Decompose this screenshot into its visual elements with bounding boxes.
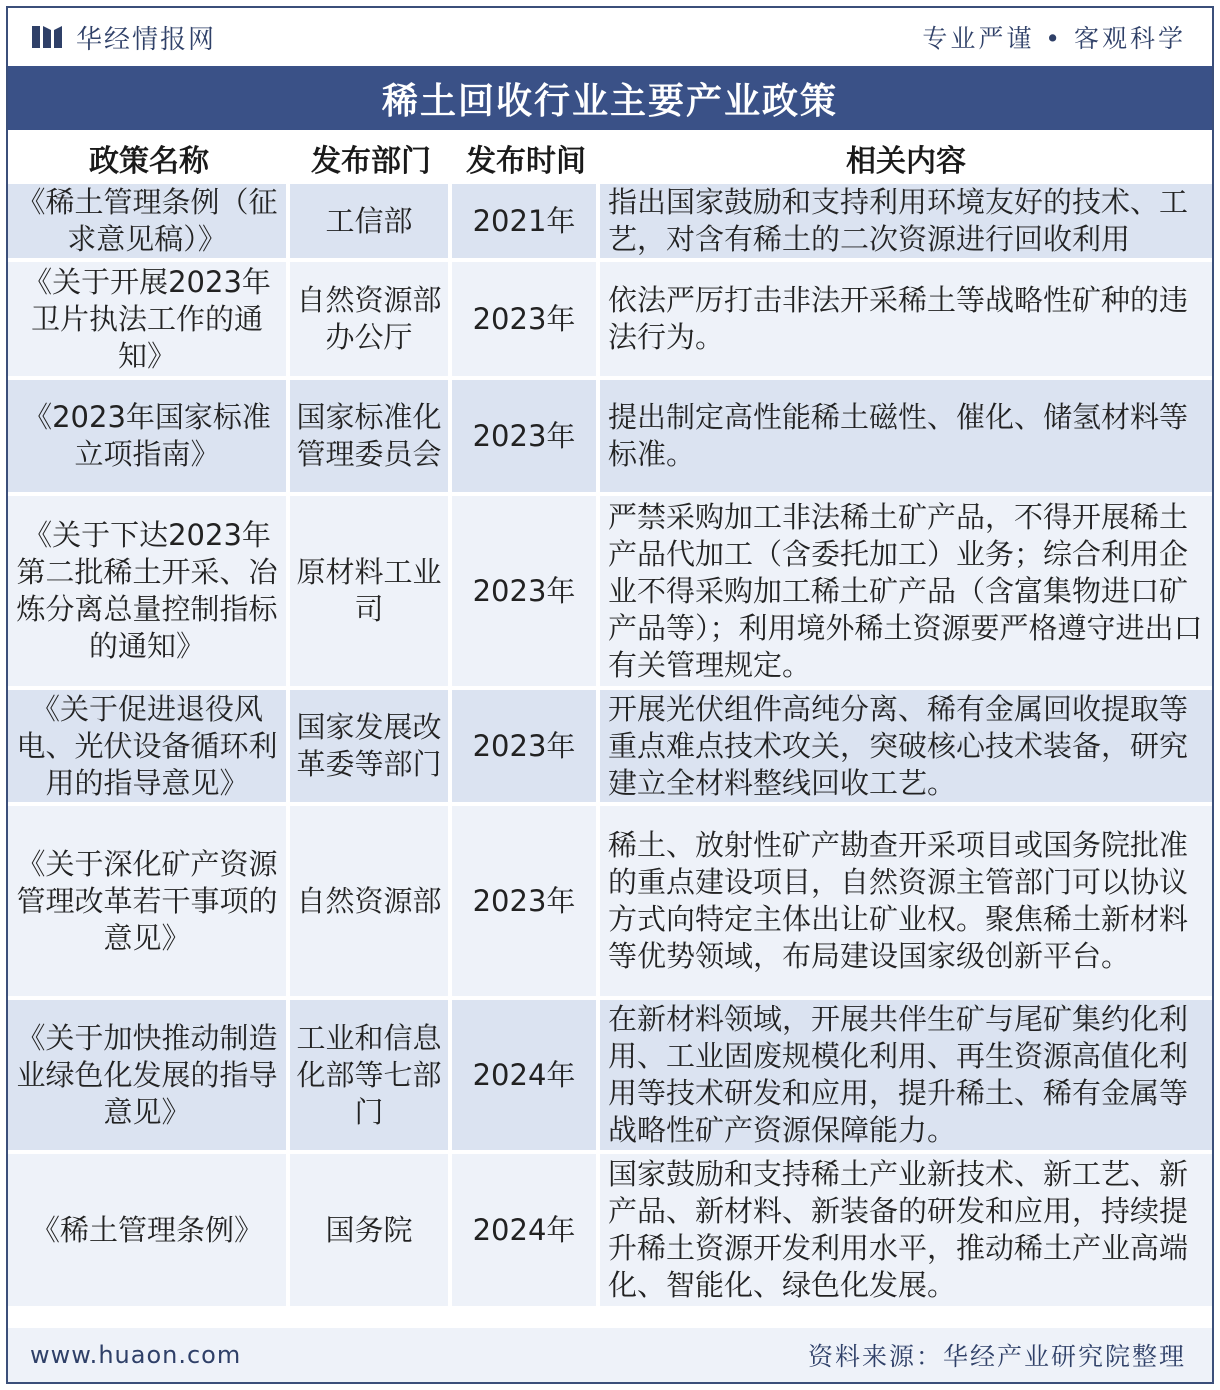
policy-dept: 原材料工业司 <box>290 496 452 690</box>
policy-name: 《关于下达2023年第二批稀土开采、冶炼分离总量控制指标的通知》 <box>8 496 290 690</box>
policy-dept: 国家标准化管理委员会 <box>290 380 452 496</box>
policy-content: 提出制定高性能稀土磁性、催化、储氢材料等标准。 <box>600 380 1212 496</box>
slogan: 专业严谨 • 客观科学 <box>922 24 1186 53</box>
data-source: 资料来源：华经产业研究院整理 <box>807 1342 1186 1371</box>
column-header-time: 发布时间 <box>452 132 600 184</box>
policy-dept: 工信部 <box>290 184 452 262</box>
table-row <box>8 806 1212 1000</box>
policy-content: 指出国家鼓励和支持利用环境友好的技术、工艺，对含有稀土的二次资源进行回收利用 <box>600 184 1212 262</box>
table-row <box>8 380 1212 496</box>
policy-time: 2024年 <box>452 1000 600 1154</box>
policy-name: 《关于开展2023年卫片执法工作的通知》 <box>8 262 290 380</box>
policy-dept: 工业和信息化部等七部门 <box>290 1000 452 1154</box>
policy-dept: 自然资源部办公厅 <box>290 262 452 380</box>
policy-content: 依法严厉打击非法开采稀土等战略性矿种的违法行为。 <box>600 262 1212 380</box>
policy-time: 2024年 <box>452 1154 600 1310</box>
policy-time: 2023年 <box>452 496 600 690</box>
table-row <box>8 1154 1212 1310</box>
policy-time: 2023年 <box>452 262 600 380</box>
header <box>8 8 1212 66</box>
column-header-content: 相关内容 <box>600 132 1212 184</box>
policy-content: 在新材料领域，开展共伴生矿与尾矿集约化利用、工业固废规模化利用、再生资源高值化利用等技术研发和应用，提升稀土、稀有金属等战略性矿产资源保障能力。 <box>600 1000 1212 1154</box>
policy-name: 《关于促进退役风电、光伏设备循环利用的指导意见》 <box>8 690 290 806</box>
table-row <box>8 496 1212 690</box>
policy-time: 2021年 <box>452 184 600 262</box>
policy-time: 2023年 <box>452 690 600 806</box>
policy-table <box>8 132 1212 1310</box>
policy-content: 稀土、放射性矿产勘查开采项目或国务院批准的重点建设项目，自然资源主管部门可以协议方式向特定主体出让矿业权。聚焦稀土新材料等优势领域，布局建设国家级创新平台。 <box>600 806 1212 1000</box>
table-title: 稀土回收行业主要产业政策 <box>8 66 1212 130</box>
policy-name: 《稀土管理条例》 <box>8 1154 290 1310</box>
policy-name: 《稀土管理条例（征求意见稿）》 <box>8 184 290 262</box>
table-row <box>8 262 1212 380</box>
policy-dept: 国务院 <box>290 1154 452 1310</box>
brand <box>8 19 216 56</box>
policy-content: 严禁采购加工非法稀土矿产品，不得开展稀土产品代加工（含委托加工）业务；综合利用企业不得采购加工稀土矿产品（含富集物进口矿产品等）；利用境外稀土资源要严格遵守进出口有关管理规定。 <box>600 496 1212 690</box>
table-row <box>8 690 1212 806</box>
policy-dept: 自然资源部 <box>290 806 452 1000</box>
table-row <box>8 1000 1212 1154</box>
policy-time: 2023年 <box>452 806 600 1000</box>
policy-name: 《关于深化矿产资源管理改革若干事项的意见》 <box>8 806 290 1000</box>
footer <box>8 1328 1212 1382</box>
policy-content: 开展光伏组件高纯分离、稀有金属回收提取等重点难点技术攻关，突破核心技术装备，研究建立全材料整线回收工艺。 <box>600 690 1212 806</box>
policy-content: 国家鼓励和支持稀土产业新技术、新工艺、新产品、新材料、新装备的研发和应用，持续提升稀土资源开发利用水平，推动稀土产业高端化、智能化、绿色化发展。 <box>600 1154 1212 1310</box>
table-header-row <box>8 132 1212 184</box>
brand-name: 华经情报网 <box>76 24 217 55</box>
policy-name: 《关于加快推动制造业绿色化发展的指导意见》 <box>8 1000 290 1154</box>
policy-dept: 国家发展改革委等部门 <box>290 690 452 806</box>
logo-icon <box>32 24 62 50</box>
policy-time: 2023年 <box>452 380 600 496</box>
policy-name: 《2023年国家标准立项指南》 <box>8 380 290 496</box>
website-url: www.huaon.com <box>30 1341 242 1369</box>
table-row <box>8 184 1212 262</box>
column-header-name: 政策名称 <box>8 132 290 184</box>
column-header-dept: 发布部门 <box>290 132 452 184</box>
